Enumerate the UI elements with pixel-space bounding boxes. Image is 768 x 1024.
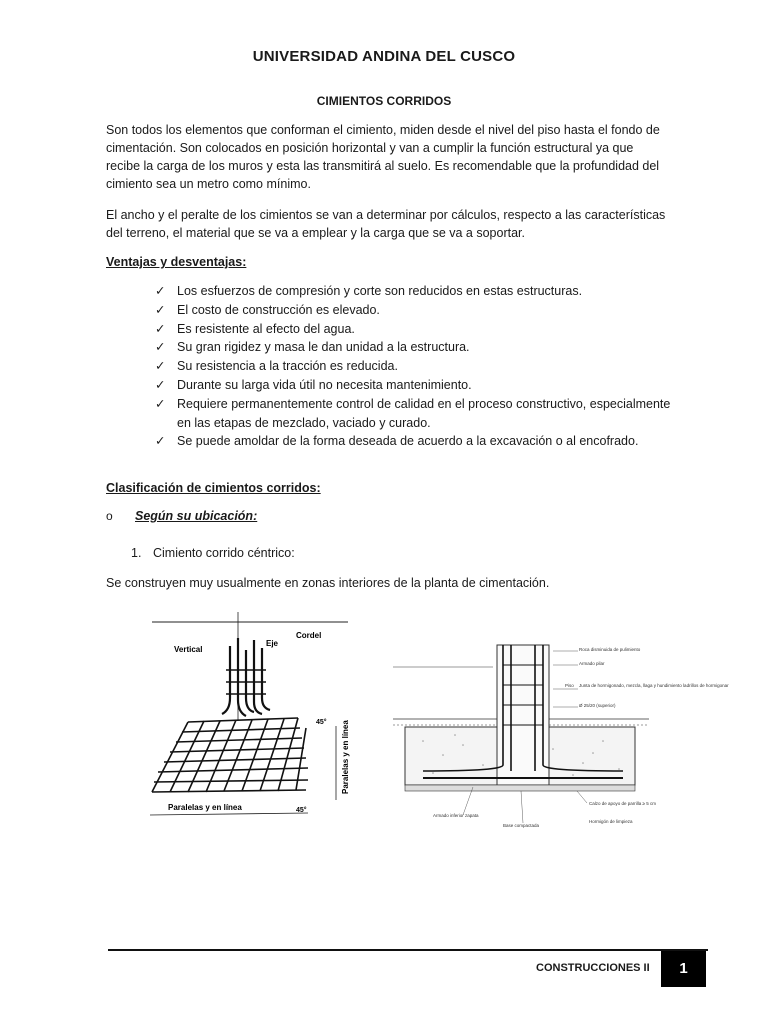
- check-icon: ✓: [155, 359, 166, 374]
- page-number: 1: [661, 951, 706, 987]
- rebar-mesh-figure: [148, 610, 370, 828]
- intro-paragraph: Son todos los elementos que conforman el cimiento, miden desde el nivel del piso hasta el fondo de cimentación. Son colocados en posición horizontal y van a cumplir la función estructural ya que recibe la carga de los muros y esta las transmitirá al suelo. Es recomendable que la profundidad del cimiento sea un metro como mínimo.: [106, 123, 660, 191]
- numbered-item: [131, 546, 295, 560]
- vertical-label: Vertical: [174, 645, 203, 654]
- armado-inferior-label: Armado inferior zapata: [433, 813, 479, 818]
- angle-bottom-label: 45°: [296, 807, 307, 814]
- check-icon: ✓: [155, 377, 166, 392]
- check-icon: ✓: [155, 302, 166, 317]
- check-icon: ✓: [155, 284, 166, 298]
- list-item: ✓ Se puede amoldar de la forma deseada de acuerdo a la excavación o al encofrado.: [155, 432, 675, 451]
- calzo-label: Calzo de apoyo de parrilla ≥ 5 cm: [589, 801, 657, 806]
- cordel-label: Cordel: [296, 631, 322, 640]
- university-title: UNIVERSIDAD ANDINA DEL CUSCO: [252, 48, 516, 65]
- losa-label: Junta de hormigonado, mezcla, llaga y hundimiento ladrillos de hormigonar: [579, 683, 729, 688]
- check-icon: ✓: [155, 434, 166, 449]
- armado-label: Armado pilar: [579, 661, 605, 666]
- list-item: ✓ Es resistente al efecto del agua.: [155, 320, 675, 339]
- item-number: 1.: [131, 546, 142, 560]
- paralelas-side-label: Paralelas y en línea: [341, 720, 350, 794]
- course-name: CONSTRUCCIONES II: [536, 962, 650, 974]
- footer-divider: [108, 949, 708, 951]
- dimensions-paragraph: El ancho y el peralte de los cimientos se van a determinar por cálculos, respecto a las características del terreno, el material que se va a emplear y la carga que se va a soportar.: [106, 208, 666, 240]
- piedra-label: Roca disminuida de pulimiento: [579, 647, 641, 652]
- list-item: ✓ Durante su larga vida útil no necesita mantenimiento.: [155, 376, 675, 395]
- clasificacion-heading: Clasificación de cimientos corridos:: [106, 481, 321, 495]
- eje-label: Eje: [266, 639, 279, 648]
- list-item: ✓ Su resistencia a la tracción es reducida.: [155, 357, 675, 376]
- section-title: CIMIENTOS CORRIDOS: [316, 94, 452, 108]
- circle-bullet-icon: o: [106, 509, 113, 523]
- base-label: Base compactada: [503, 823, 540, 828]
- list-item: ✓ El costo de construcción es elevado.: [155, 301, 675, 320]
- ventajas-heading: Ventajas y desventajas:: [106, 255, 247, 269]
- hormigon-label: Hormigón de limpieza: [589, 819, 633, 824]
- paralelas-bottom-label: Paralelas y en línea: [168, 803, 242, 812]
- angle-top-label: 45°: [316, 719, 327, 726]
- item-label: Cimiento corrido céntrico:: [153, 546, 295, 560]
- ventajas-list: [155, 282, 675, 451]
- piso-label: Piso: [565, 683, 574, 688]
- list-item: ✓ Requiere permanentemente control de calidad en el proceso constructivo, especialmente en las etapas de mezclado, vaciado y curado.: [155, 396, 671, 430]
- usage-paragraph: Se construyen muy usualmente en zonas interiores de la planta de cimentación.: [106, 576, 550, 590]
- list-item: ✓ Su gran rigidez y masa le dan unidad a la estructura.: [155, 338, 675, 357]
- footing-section-figure: [393, 645, 729, 832]
- check-icon: ✓: [155, 340, 166, 355]
- viga-label: Ø 25/20 (superior): [579, 703, 616, 708]
- check-icon: ✓: [155, 396, 166, 411]
- check-icon: ✓: [155, 321, 166, 336]
- list-item: ✓ Los esfuerzos de compresión y corte son reducidos en estas estructuras.: [155, 282, 675, 301]
- ubicacion-subheading: Según su ubicación:: [135, 509, 258, 523]
